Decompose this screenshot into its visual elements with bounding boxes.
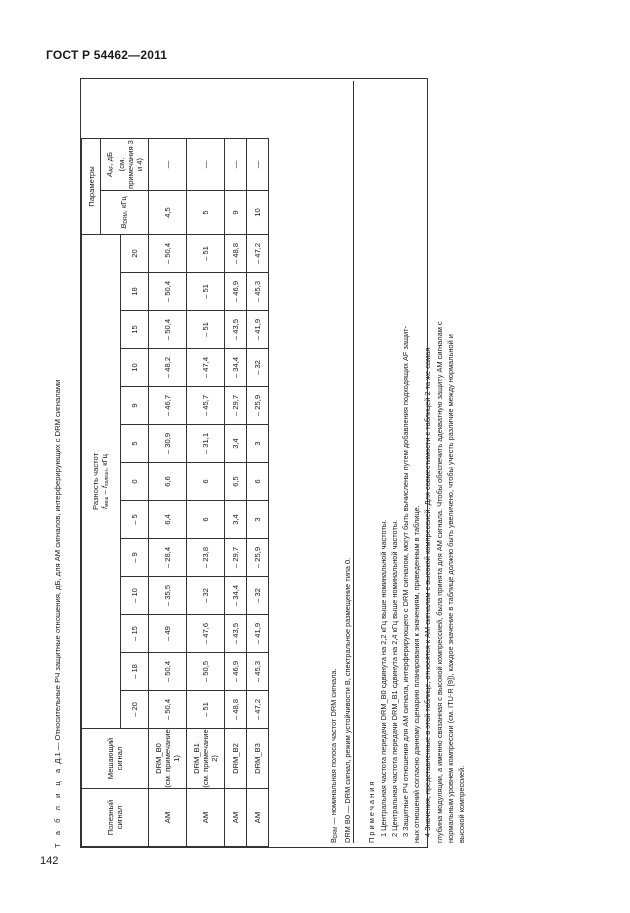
freq-sub-interfering: меш <box>103 496 110 507</box>
interfering-name: DRM_B1 <box>192 743 201 774</box>
freq-header-cell: – 9 <box>121 539 149 577</box>
bdrm-def-symbol: B <box>329 838 338 843</box>
freq-header-cell: 18 <box>121 273 149 311</box>
freq-header-cell: – 15 <box>121 615 149 653</box>
value-cell: – 47,4 <box>187 349 225 387</box>
value-cell: – 25,9 <box>247 539 269 577</box>
note-4-line-3: нормальным уровнем компрессии (см. ITU-R [9]), каждое значение в таблице должно быть увеличено, чтобы учесть различие между нормальной и <box>445 334 455 843</box>
value-cell: – 50,4 <box>149 311 187 349</box>
value-cell: – 41,9 <box>247 311 269 349</box>
freq-f-symbol: f <box>99 506 109 509</box>
value-cell: – 51 <box>187 273 225 311</box>
value-cell: 3 <box>247 425 269 463</box>
freq-header-cell: 5 <box>121 425 149 463</box>
value-cell: – 50,4 <box>149 273 187 311</box>
value-cell: – 43,5 <box>225 615 247 653</box>
value-cell: – 32 <box>247 349 269 387</box>
notes-divider <box>353 81 366 843</box>
value-cell: – 51 <box>187 691 225 729</box>
interfering-cell: DRM_B3 <box>247 729 269 789</box>
header-frequency-difference <box>82 235 121 729</box>
freq-header-cell: – 18 <box>121 653 149 691</box>
useful-cell: AM <box>225 789 247 847</box>
table-frame <box>80 78 467 848</box>
freq-diff-expression <box>100 235 112 728</box>
table-caption-label: Т а б л и ц а <box>53 765 62 848</box>
value-cell: – 46,9 <box>225 653 247 691</box>
table-row <box>149 139 187 847</box>
drm-b0-definition: DRM B0 — DRM сигнал, режим устойчивости B, спектральное размещение типа 0. <box>343 557 353 843</box>
page-number: 142 <box>40 855 59 867</box>
bdrm-def-text: — номинальная полоса частот DRM сигнала. <box>329 668 338 827</box>
bdrm-cell: 5 <box>187 191 225 235</box>
value-cell: – 51 <box>187 235 225 273</box>
value-cell: – 41,9 <box>247 615 269 653</box>
value-cell: – 32 <box>187 577 225 615</box>
value-cell: – 47,2 <box>247 235 269 273</box>
value-cell: 6 <box>247 463 269 501</box>
note-3-line-1: 3 Защитные РЧ отношения для AM сигнала, интерферирующего с DRM сигналом, могут быть вычислены путем добавления подходящих AF защит- <box>401 325 411 837</box>
value-cell: – 31,1 <box>187 425 225 463</box>
aaf-cell: — <box>225 139 247 191</box>
value-cell: – 45,3 <box>247 653 269 691</box>
value-cell: – 29,7 <box>225 387 247 425</box>
bdrm-sub: DRM <box>122 212 129 224</box>
value-cell: – 30,9 <box>149 425 187 463</box>
note-3-line-2: ных отношений согласно данному сценарию планирования к значениям, приведенным в таблице. <box>412 505 422 843</box>
header-parameters: Параметры <box>82 139 101 235</box>
bdrm-symbol: B <box>118 223 128 229</box>
value-cell: – 46,9 <box>225 273 247 311</box>
interfering-name: DRM_B0 <box>154 743 163 774</box>
freq-f-symbol-2: – f <box>99 486 109 497</box>
freq-header-cell: 0 <box>121 463 149 501</box>
freq-sub-useful: полезн <box>103 470 110 487</box>
header-aaf <box>101 139 149 191</box>
value-cell: – 23,8 <box>187 539 225 577</box>
value-cell: – 48,8 <box>225 691 247 729</box>
note-4-line-4: высокой компрессией. <box>457 765 467 843</box>
protection-ratio-table <box>81 138 269 847</box>
aaf-symbol: A <box>105 171 114 178</box>
value-cell: – 47,6 <box>187 615 225 653</box>
table-caption <box>52 78 64 848</box>
value-cell: – 47,2 <box>247 691 269 729</box>
interfering-note: (см. примечание 1) <box>163 729 181 788</box>
value-cell: – 48,2 <box>149 349 187 387</box>
freq-header-cell: – 20 <box>121 691 149 729</box>
freq-header-cell: 10 <box>121 349 149 387</box>
value-cell: – 48,8 <box>225 235 247 273</box>
value-cell: – 50,5 <box>187 653 225 691</box>
value-cell: – 51 <box>187 311 225 349</box>
note-4-line-1: 4 Значения, представленные в этой таблице, относятся к AM сигналам с высокой компрессией. Для совместимости с таблицей 2 та же самая <box>423 347 433 837</box>
value-cell: – 25,9 <box>247 387 269 425</box>
header-interfering-signal: Мешающий сигнал <box>82 729 149 789</box>
document-header: ГОСТ Р 54462—2011 <box>46 48 168 62</box>
freq-header-cell: 9 <box>121 387 149 425</box>
freq-unit: , кГц <box>99 454 109 471</box>
freq-header-cell: – 5 <box>121 501 149 539</box>
value-cell: – 43,5 <box>225 311 247 349</box>
aaf-cell: — <box>247 139 269 191</box>
value-cell: – 34,4 <box>225 349 247 387</box>
useful-cell: AM <box>149 789 187 847</box>
interfering-cell: DRM_B2 <box>225 729 247 789</box>
table-caption-title: Д.1 — Относительные РЧ защитные отношения, дБ, для AM сигналов, интерферирующих с DRM сигналами <box>53 379 62 766</box>
value-cell: 6,6 <box>149 463 187 501</box>
value-cell: 6,5 <box>225 463 247 501</box>
header-bdrm <box>101 191 149 235</box>
value-cell: – 50,4 <box>149 235 187 273</box>
value-cell: – 32 <box>247 577 269 615</box>
bdrm-definition <box>328 81 342 843</box>
value-cell: – 50,4 <box>149 691 187 729</box>
notes-title: П р и м е ч а н и я <box>367 781 377 843</box>
table-row <box>247 139 269 847</box>
bdrm-cell: 4,5 <box>149 191 187 235</box>
value-cell: – 35,5 <box>149 577 187 615</box>
value-cell: – 49 <box>149 615 187 653</box>
value-cell: 3,4 <box>225 501 247 539</box>
interfering-cell <box>149 729 187 789</box>
value-cell: 6,4 <box>149 501 187 539</box>
table-row <box>225 139 247 847</box>
table-row <box>187 139 225 847</box>
value-cell: 3,4 <box>225 425 247 463</box>
aaf-unit: , дБ <box>105 151 114 166</box>
aaf-sub: AF <box>109 165 115 172</box>
bdrm-unit: , кГц <box>118 196 128 213</box>
interfering-cell <box>187 729 225 789</box>
bdrm-cell: 10 <box>247 191 269 235</box>
aaf-cell: — <box>187 139 225 191</box>
note-4-line-2: глубина модуляции, а именно связанная с высокой компрессией, была принята для AM сигнала. Чтобы обеспечить адекватную защиту AM сигналам с <box>434 321 444 843</box>
value-cell: – 28,4 <box>149 539 187 577</box>
value-cell: 6 <box>187 463 225 501</box>
aaf-cell: — <box>149 139 187 191</box>
value-cell: – 45,7 <box>187 387 225 425</box>
header-useful-signal: Полезный сигнал <box>82 789 149 847</box>
value-cell: – 29,7 <box>225 539 247 577</box>
freq-header-cell: 20 <box>121 235 149 273</box>
interfering-note: (см. примечание 2) <box>201 729 219 788</box>
value-cell: 3 <box>247 501 269 539</box>
freq-header-cell: – 10 <box>121 577 149 615</box>
bdrm-def-sub: DRM <box>333 826 339 839</box>
value-cell: – 45,3 <box>247 273 269 311</box>
value-cell: 6 <box>187 501 225 539</box>
freq-diff-title: Разность частот <box>90 452 100 511</box>
rotated-table-block <box>52 78 467 848</box>
value-cell: – 46,7 <box>149 387 187 425</box>
useful-cell: AM <box>187 789 225 847</box>
bdrm-cell: 9 <box>225 191 247 235</box>
note-2: 2 Центральная частота передачи DRM_B1 сдвинута на 2,4 кГц выше номинальной частоты. <box>389 519 399 837</box>
freq-header-cell: 15 <box>121 311 149 349</box>
table-footnotes <box>328 81 467 843</box>
note-1: 1 Центральная частота передачи DRM_B0 сдвинута на 2,2 кГц выше номинальной частоты. <box>378 519 388 837</box>
aaf-note: (см. примечания 3 и 4) <box>117 140 144 189</box>
useful-cell: AM <box>247 789 269 847</box>
value-cell: – 34,4 <box>225 577 247 615</box>
value-cell: – 50,4 <box>149 653 187 691</box>
